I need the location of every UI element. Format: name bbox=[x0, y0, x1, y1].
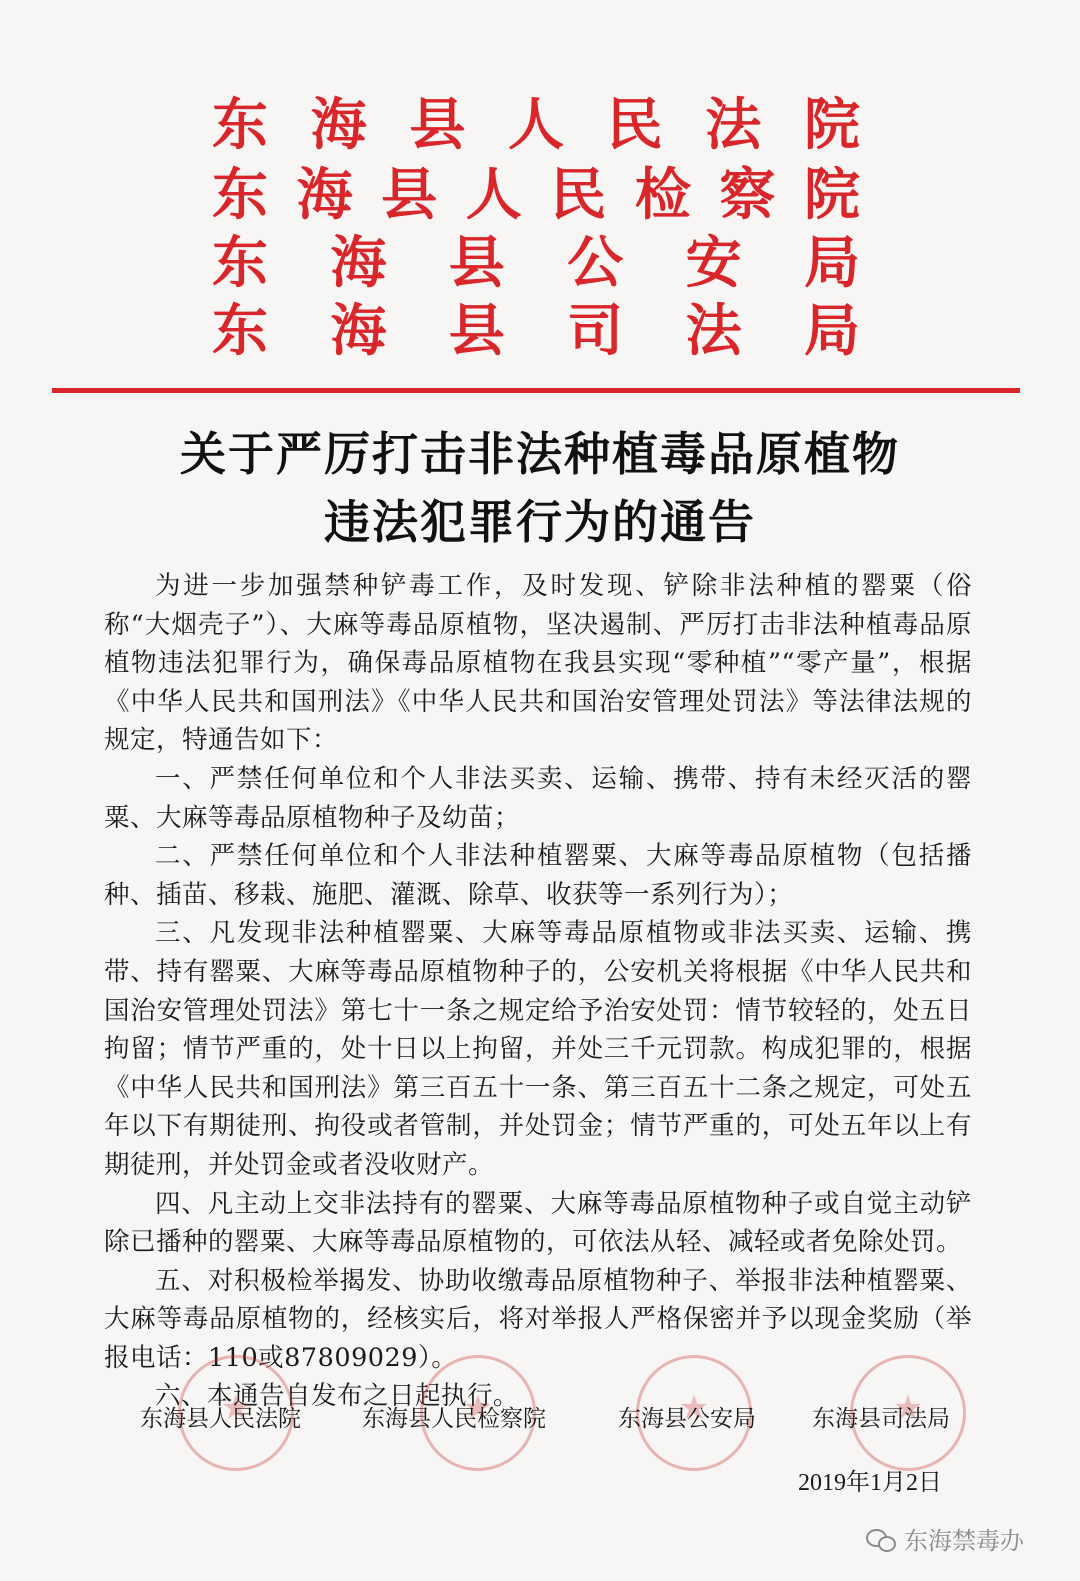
notice-title-line2: 违法犯罪行为的通告 bbox=[324, 495, 756, 549]
notice-title-line1: 关于严厉打击非法种植毒品原植物 bbox=[180, 427, 900, 481]
paragraph-item-6: 六、本通告自发布之日起执行。 bbox=[155, 1381, 520, 1412]
org-line-court: 东 海 县 人 民 法 院 bbox=[212, 92, 860, 158]
signature-block bbox=[0, 1390, 1080, 1450]
wechat-watermark bbox=[866, 1521, 1024, 1556]
signature-justice: 东海县司法局 bbox=[812, 1406, 950, 1432]
notice-body bbox=[104, 567, 972, 1416]
signature-court: 东海县人民法院 bbox=[140, 1406, 301, 1432]
signature-procuratorate: 东海县人民检察院 bbox=[362, 1406, 546, 1432]
paragraph-item-2: 二、严禁任何单位和个人非法种植罂粟、大麻等毒品原植物（包括播种、插苗、移栽、施肥、灌溉、除草、收获等一系列行为）； bbox=[104, 841, 972, 910]
paragraph-intro: 为进一步加强禁种铲毒工作，及时发现、铲除非法种植的罂粟（俗称“大烟壳子”）、大麻等毒品原植物，坚决遏制、严厉打击非法种植毒品原植物违法犯罪行为，确保毒品原植物在我县实现“零种植”“零产量”，根据《中华人民共和国刑法》《中华人民共和国治安管理处罚法》等法律法规的规定，特通告如下： bbox=[104, 571, 972, 756]
wechat-icon bbox=[866, 1527, 896, 1551]
org-line-procuratorate: 东 海 县 人 民 检 察 院 bbox=[212, 162, 860, 228]
paragraph-item-4: 四、凡主动上交非法持有的罂粟、大麻等毒品原植物种子或自觉主动铲除已播种的罂粟、大麻等毒品原植物的，可依法从轻、减轻或者免除处罚。 bbox=[104, 1188, 972, 1258]
signature-police: 东海县公安局 bbox=[618, 1406, 756, 1432]
red-divider bbox=[52, 388, 1020, 393]
paragraph-item-1: 一、严禁任何单位和个人非法买卖、运输、携带、持有未经灭活的罂粟、大麻等毒品原植物种子及幼苗； bbox=[104, 763, 972, 833]
watermark-text: 东海禁毒办 bbox=[904, 1527, 1024, 1555]
paragraph-item-5: 五、对积极检举揭发、协助收缴毒品原植物种子、举报非法种植罂粟、大麻等毒品原植物的，经核实后，将对举报人严格保密并予以现金奖励（举报电话：110或87809029）。 bbox=[104, 1265, 972, 1373]
paragraph-item-3: 三、凡发现非法种植罂粟、大麻等毒品原植物或非法买卖、运输、携带、持有罂粟、大麻等毒品原植物种子的，公安机关将根据《中华人民共和国治安管理处罚法》第七十一条之规定给予治安处罚：情节较轻的，处五日拘留；情节严重的，处十日以上拘留，并处三千元罚款。构成犯罪的，根据《中华人民共和国刑法》第三百五十一条、第三百五十二条之规定，可处五年以下有期徒刑、拘役或者管制，并处罚金；情节严重的，可处五年以上有期徒刑，并处罚金或者没收财产。 bbox=[104, 918, 972, 1180]
org-line-justice: 东 海 县 司 法 局 bbox=[212, 298, 860, 364]
org-line-police: 东 海 县 公 安 局 bbox=[212, 230, 860, 296]
issue-date: 2019年1月2日 bbox=[798, 1470, 942, 1496]
